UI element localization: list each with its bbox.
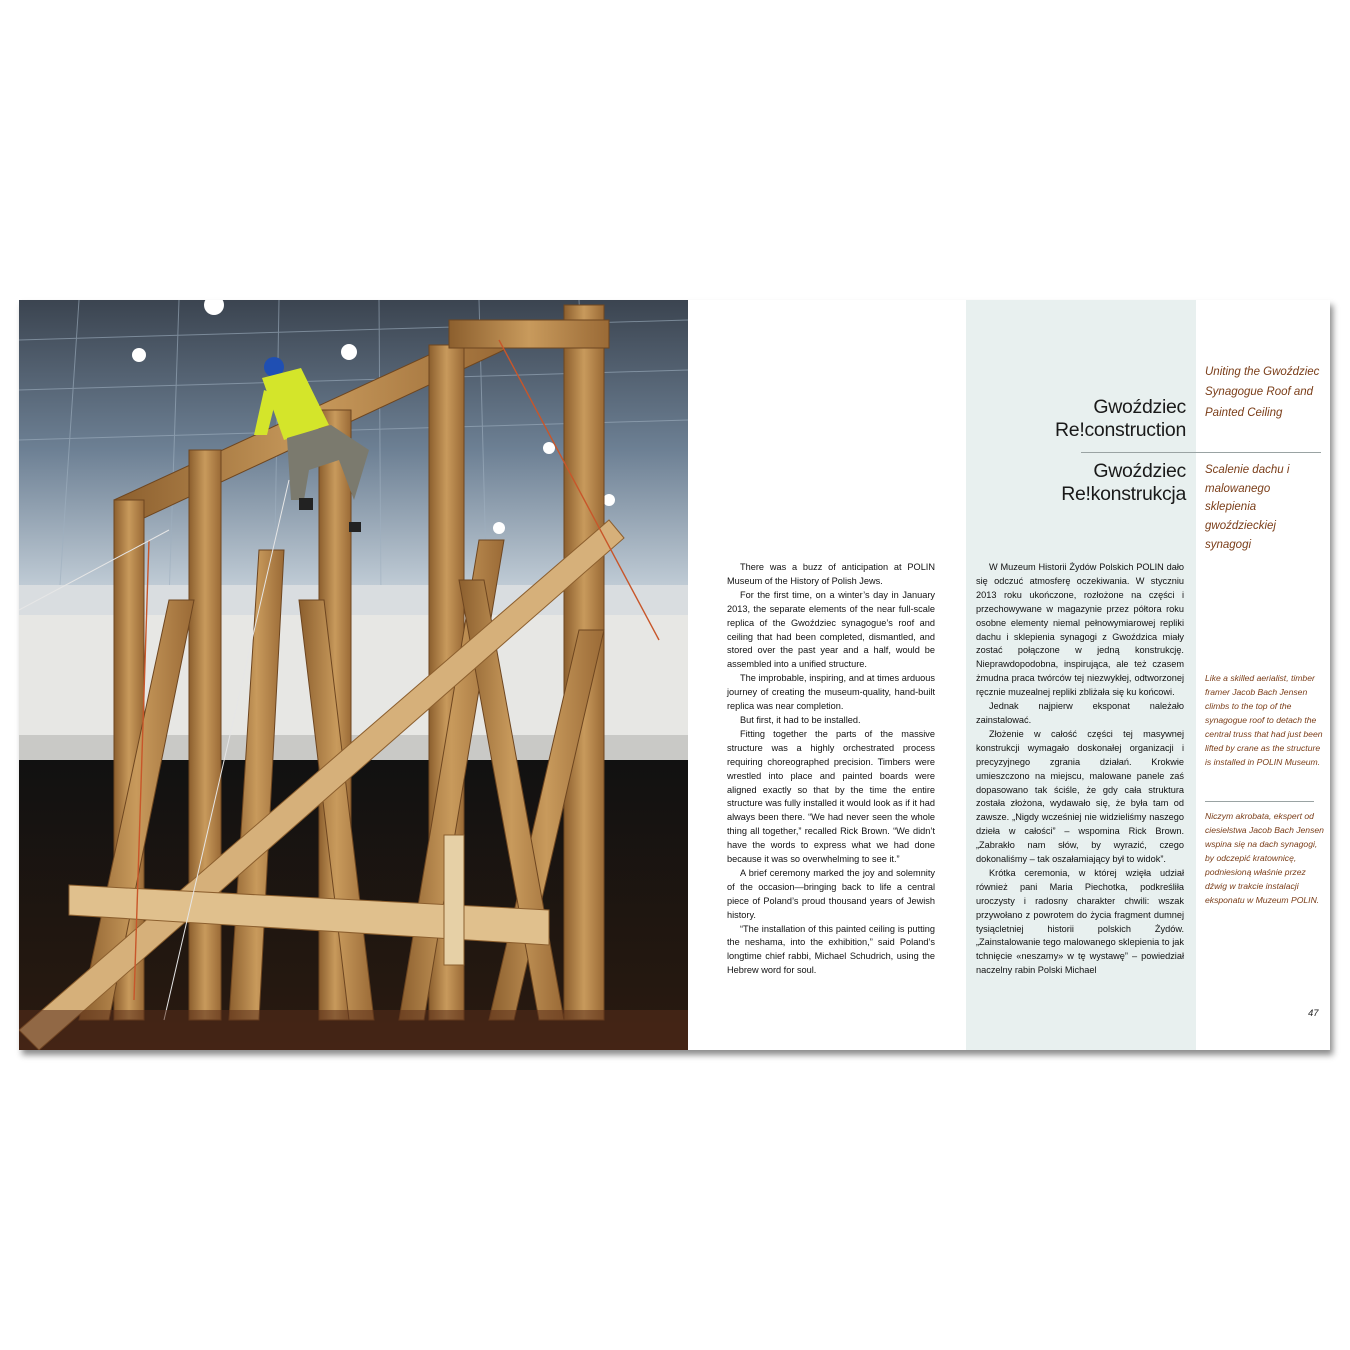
paragraph: Jednak najpierw eksponat należało zainstalować. (976, 701, 1184, 725)
caption-divider (1205, 801, 1314, 802)
title-polish (966, 460, 1196, 506)
paragraph: Fitting together the parts of the massive structure was a highly orchestrated process requiring choreographed precision. Timbers were wrestled into place and painted boards were aligned exactly so that by the time the entire structure was fully installed it would look as if it had always been there. “We had never seen the whole thing all together,” recalled Rick Brown. “We didn’t have the words to express what we had done because it was so overwhelming to see it.” (727, 728, 935, 865)
paragraph: Złożenie w całość części tej masywnej konstrukcji wymagało doskonałej organizacji i precyzyjnego zgrania działań. Krokwie umieszczono na miejscu, malowane panele zaś dopasowano tak ściśle, że gdy cała struktura została złożona, wydawało się, że była tam od zawsze. „Nigdy wcześniej nie widzieliśmy naszego dzieła w całości” – wspomina Rick Brown. „Zabrakło nam słów, by wyrazić, czego dokonaliśmy – tak oszałamiający był to widok”. (976, 728, 1184, 865)
book-spread (19, 300, 1330, 1050)
paragraph: Krótka ceremonia, w której wzięła udział również pani Maria Piechotka, podkreśliła uroczysty i radosny charakter chwili: wszak przywołano z powrotem do życia fragment dumnej tysiącletniej historii polskich Żydów. „Zainstalowanie tego malowanego sklepienia to jak tchnięcie «neszamy» w tę wystawę” – powiedział naczelny rabin Polski Michael (976, 867, 1184, 976)
page-number: 47 (1308, 1008, 1319, 1019)
subtitle-english: Uniting the Gwoździec Synagogue Roof and Painted Ceiling (1205, 366, 1320, 419)
paragraph: The improbable, inspiring, and at times arduous journey of creating the museum-quality, hand-built replica was near completion. (727, 673, 935, 712)
photo-caption-english: Like a skilled aerialist, timber framer Jacob Bach Jensen climbs to the top of the synagogue roof to detach the central truss that had just been lifted by crane as the structure is installed in POLIN Museum. (1205, 673, 1323, 767)
paragraph: A brief ceremony marked the joy and solemnity of the occasion—bringing back to life a central piece of Poland’s proud thousand years of Jewish history. (727, 867, 935, 920)
title-divider (1081, 452, 1321, 453)
title-line: Re!construction (1055, 419, 1186, 441)
paragraph: W Muzeum Historii Żydów Polskich POLIN dało się odczuć atmosferę oczekiwania. W styczniu 2013 roku ukończone, rozłożone na części i przechowywane w magazynie przez półtora roku osobne elementy niemal pełnowymiarowej repliki dachu i sklepienia synagogi z Gwoździca miały zostać połączone w jedną konstrukcję. Nieprawdopodobna, inspirująca, ale też czasem żmudna praca twórców tej niezwykłej, odtworzonej ręcznie muzealnej repliki zbliżała się ku końcowi. (976, 562, 1184, 698)
title-line: Gwoździec (1093, 460, 1186, 482)
paragraph: For the first time, on a winter’s day in January 2013, the separate elements of the near full-scale replica of the Gwoździec synagogue’s roof and ceiling that had been completed, dismantled, and stored over the past year and a half, would be assembled into a unified structure. (727, 589, 935, 670)
subtitle-polish: Scalenie dachu i malowanego sklepienia gwoździeckiej synagogi (1205, 464, 1290, 551)
installation-photo (19, 300, 688, 1050)
paragraph: “The installation of this painted ceiling is putting the neshama, into the exhibition,” said Poland’s longtime chief rabbi, Michael Schudrich, using the Hebrew word for soul. (727, 923, 935, 976)
body-text-english (727, 561, 935, 978)
photo-illustration (19, 300, 688, 1050)
photo-caption-polish: Niczym akrobata, ekspert od ciesielstwa Jacob Bach Jensen wspina się na dach synagogi, by odczepić kratownicę, podniesioną właśnie przez dźwig w trakcie instalacji eksponatu w Muzeum POLIN. (1205, 811, 1324, 905)
title-english (966, 396, 1196, 442)
body-text-polish (976, 561, 1184, 978)
title-line: Re!konstrukcja (1061, 483, 1186, 505)
title-line: Gwoździec (1093, 396, 1186, 418)
paragraph: But first, it had to be installed. (740, 714, 861, 725)
paragraph: There was a buzz of anticipation at POLIN Museum of the History of Polish Jews. (727, 562, 935, 586)
